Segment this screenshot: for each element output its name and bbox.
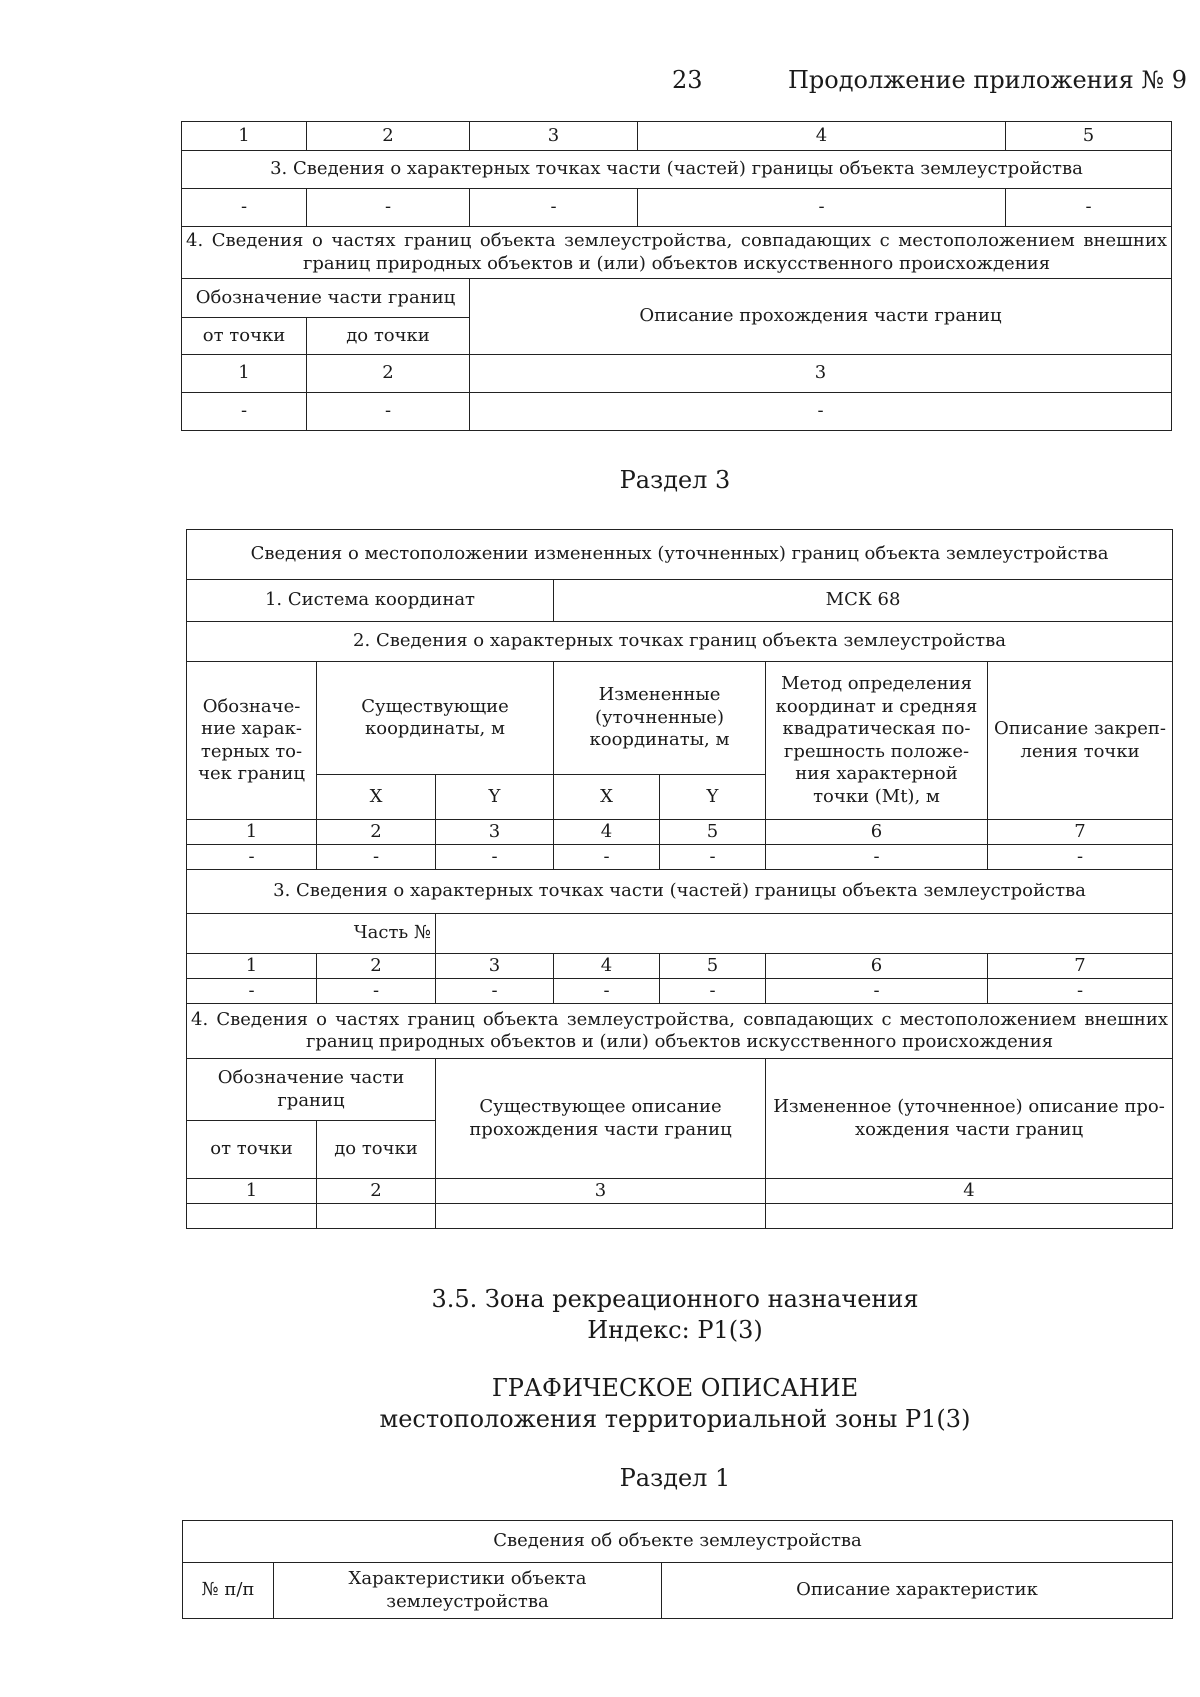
- table-row: [182, 227, 1172, 279]
- table-cell: -: [554, 845, 660, 870]
- designation-header: Обозначе- ние харак- терных то- чек границ: [187, 662, 317, 820]
- table-cell: 6: [766, 954, 988, 979]
- bottom-table: [182, 1520, 1173, 1619]
- table-cell: 7: [988, 820, 1173, 845]
- page-header: [0, 66, 1200, 106]
- table-cell: 3: [436, 1179, 766, 1204]
- part-designation-header: Обозначение части границ: [187, 1059, 436, 1121]
- table-cell: -: [660, 979, 766, 1004]
- graphic-title: ГРАФИЧЕСКОЕ ОПИСАНИЕ: [491, 1374, 859, 1402]
- section-title: [182, 227, 1172, 279]
- description-header: Описание характеристик: [662, 1563, 1173, 1619]
- graphic-subtitle: местоположения территориальной зоны Р1(3): [379, 1405, 971, 1433]
- section-title: 2. Сведения о характерных точках границ объекта землеустройства: [187, 622, 1173, 662]
- table-cell: [766, 1204, 1173, 1229]
- table-row: [187, 820, 1173, 845]
- table-cell: -: [470, 393, 1172, 431]
- table-cell: -: [1006, 189, 1172, 227]
- table-cell: 5: [660, 954, 766, 979]
- characteristics-header: Характеристики объекта землеустройства: [274, 1563, 662, 1619]
- table-row: [187, 845, 1173, 870]
- section-title: 3. Сведения о характерных точках части (частей) границы объекта землеустройства: [187, 870, 1173, 914]
- table-cell: [187, 1204, 317, 1229]
- table-cell: 3: [470, 355, 1172, 393]
- table-cell: 2: [307, 355, 470, 393]
- section-title-line: 4. Сведения о частях границ объекта землеустройства, совпадающих с местоположением внешних: [191, 1008, 1169, 1030]
- main-table: [186, 529, 1173, 1229]
- table-cell: -: [436, 845, 554, 870]
- part-number-label: Часть №: [187, 914, 436, 954]
- y-header: Y: [660, 775, 766, 820]
- from-point-header: от точки: [187, 1121, 317, 1179]
- table-cell: 2: [317, 1179, 436, 1204]
- section-title: 3. Сведения о характерных точках части (частей) границы объекта землеустройства: [182, 151, 1172, 189]
- section-title: [187, 1004, 1173, 1059]
- changed-description-header: Измененное (уточненное) описание про- хождения части границ: [766, 1059, 1173, 1179]
- table-cell: -: [554, 979, 660, 1004]
- table-cell: 6: [766, 820, 988, 845]
- x-header: X: [317, 775, 436, 820]
- y-header: Y: [436, 775, 554, 820]
- section-title-line: границ природных объектов и (или) объектов искусственного происхождения: [302, 252, 1051, 274]
- table-title: Сведения о местоположении измененных (уточненных) границ объекта землеустройства: [187, 530, 1173, 580]
- from-point-header: от точки: [182, 318, 307, 355]
- section-heading: Раздел 3: [619, 466, 731, 494]
- table-row: [182, 151, 1172, 189]
- description-header: Описание прохождения части границ: [470, 279, 1172, 355]
- continuation-label: Продолжение приложения № 9: [788, 66, 1188, 94]
- table-cell: 1: [182, 355, 307, 393]
- fixing-header: Описание закреп- ления точки: [988, 662, 1173, 820]
- table-row: [187, 1059, 1173, 1121]
- table-row: [182, 393, 1172, 431]
- table-row: [182, 122, 1172, 151]
- table-cell: 1: [187, 954, 317, 979]
- table-cell: -: [766, 979, 988, 1004]
- table-cell: 3: [470, 122, 638, 151]
- table-cell: -: [187, 845, 317, 870]
- table-cell: -: [638, 189, 1006, 227]
- table-row: [187, 1004, 1173, 1059]
- table-row: [182, 355, 1172, 393]
- to-point-header: до точки: [307, 318, 470, 355]
- zone-index: Индекс: Р1(3): [587, 1316, 763, 1344]
- table-cell: -: [182, 393, 307, 431]
- table-cell: -: [307, 393, 470, 431]
- section-title-line: границ природных объектов и (или) объектов искусственного происхождения: [305, 1031, 1054, 1052]
- table-row: [187, 1204, 1173, 1229]
- table-cell: -: [182, 189, 307, 227]
- table-row: [187, 662, 1173, 775]
- table-row: [187, 1179, 1173, 1204]
- table-cell: 4: [554, 954, 660, 979]
- table-cell: -: [307, 189, 470, 227]
- top-table: [181, 121, 1172, 431]
- existing-description-header: Существующее описание прохождения части границ: [436, 1059, 766, 1179]
- table-title: Сведения об объекте землеустройства: [183, 1521, 1173, 1563]
- coord-system-label: 1. Система координат: [187, 580, 554, 622]
- table-cell: -: [317, 845, 436, 870]
- table-cell: [436, 1204, 766, 1229]
- table-cell: 5: [660, 820, 766, 845]
- changed-coords-header: Измененные (уточненные) координаты, м: [554, 662, 766, 775]
- existing-coords-header: Существующие координаты, м: [317, 662, 554, 775]
- table-cell: 3: [436, 954, 554, 979]
- table-cell: 1: [187, 1179, 317, 1204]
- number-header: № п/п: [183, 1563, 274, 1619]
- table-row: [182, 189, 1172, 227]
- method-header: Метод определения координат и средняя квадратическая по- грешность положе- ния характерной точки (Mt), м: [766, 662, 988, 820]
- table-cell: [317, 1204, 436, 1229]
- table-cell: 1: [187, 820, 317, 845]
- part-designation-header: Обозначение части границ: [182, 279, 470, 318]
- table-cell: 3: [436, 820, 554, 845]
- table-cell: 4: [766, 1179, 1173, 1204]
- table-cell: -: [317, 979, 436, 1004]
- table-row: [187, 954, 1173, 979]
- table-cell: 1: [182, 122, 307, 151]
- table-row: [182, 279, 1172, 318]
- table-row: [187, 979, 1173, 1004]
- table-cell: 4: [638, 122, 1006, 151]
- table-cell: -: [187, 979, 317, 1004]
- page-number: 23: [672, 66, 703, 94]
- table-row: [187, 530, 1173, 580]
- table-row: [183, 1563, 1173, 1619]
- x-header: X: [554, 775, 660, 820]
- zone-title: 3.5. Зона рекреационного назначения: [431, 1285, 919, 1313]
- table-cell: 2: [307, 122, 470, 151]
- section-heading: Раздел 1: [619, 1464, 731, 1492]
- table-cell: -: [988, 979, 1173, 1004]
- table-row: [183, 1521, 1173, 1563]
- table-cell: 4: [554, 820, 660, 845]
- table-row: [187, 914, 1173, 954]
- table-cell: -: [766, 845, 988, 870]
- table-cell: 2: [317, 954, 436, 979]
- table-cell: 5: [1006, 122, 1172, 151]
- table-cell: 7: [988, 954, 1173, 979]
- to-point-header: до точки: [317, 1121, 436, 1179]
- table-cell: -: [436, 979, 554, 1004]
- part-number-value: [436, 914, 1173, 954]
- section-title-line: 4. Сведения о частях границ объекта землеустройства, совпадающих с местоположением внешних: [186, 230, 1167, 251]
- table-row: [187, 870, 1173, 914]
- table-cell: -: [660, 845, 766, 870]
- table-row: [187, 580, 1173, 622]
- table-cell: -: [988, 845, 1173, 870]
- table-row: [187, 622, 1173, 662]
- coord-system-value: МСК 68: [554, 580, 1173, 622]
- table-cell: 2: [317, 820, 436, 845]
- table-cell: -: [470, 189, 638, 227]
